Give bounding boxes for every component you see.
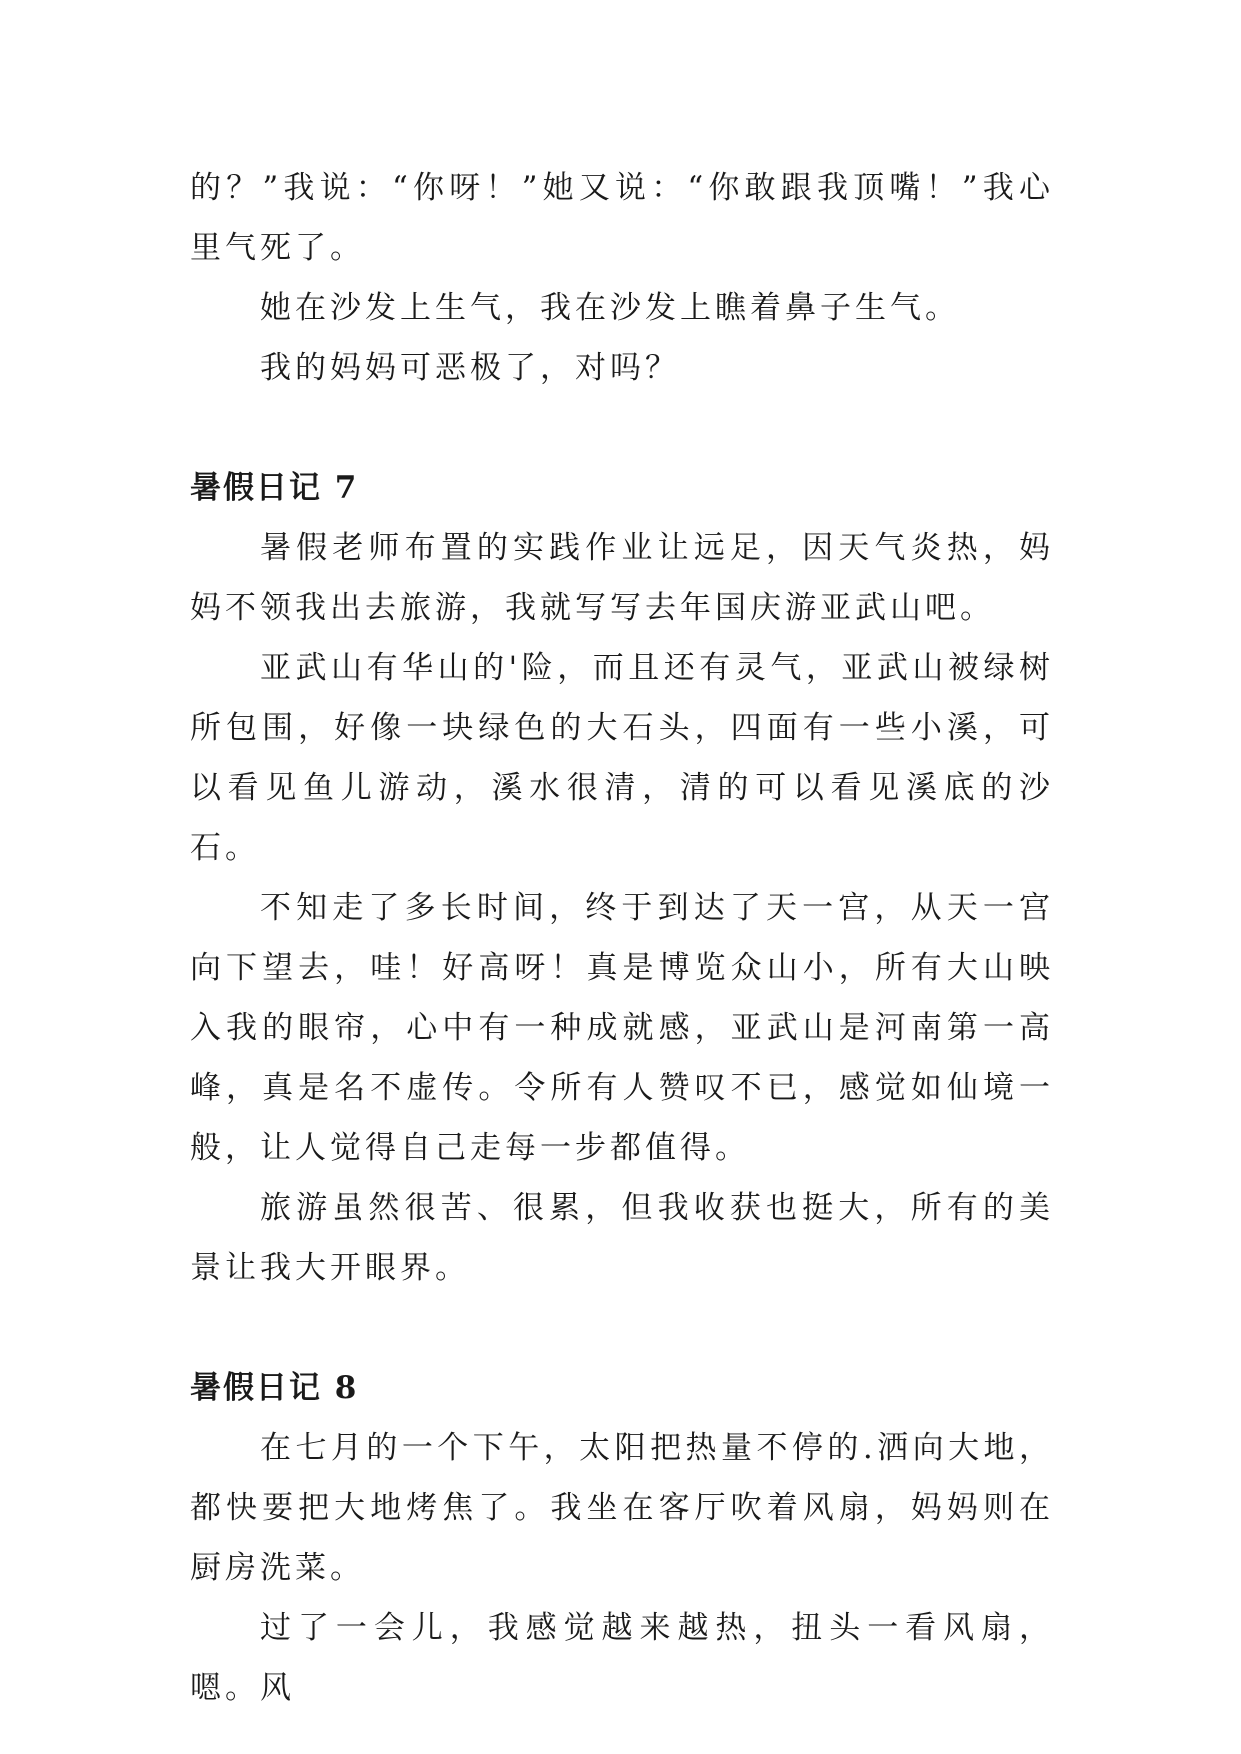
- paragraph: 不知走了多长时间，终于到达了天一宫，从天一宫向下望去，哇！好高呀！真是博览众山小，所有大山映入我的眼帘，心中有一种成就感，亚武山是河南第一高峰，真是名不虚传。令所有人赞叹不已，感觉如仙境一般，让人觉得自己走每一步都值得。: [190, 890, 1054, 1166]
- paragraph: 旅游虽然很苦、很累，但我收获也挺大，所有的美景让我大开眼界。: [190, 1190, 1054, 1286]
- paragraph: 的？”我说：“你呀！”她又说：“你敢跟我顶嘴！”我心里气死了。: [190, 170, 1054, 266]
- paragraph: 在七月的一个下午，太阳把热量不停的.洒向大地，都快要把大地烤焦了。我坐在客厅吹着风扇，妈妈则在厨房洗菜。: [190, 1430, 1054, 1586]
- section-heading: 暑假日记 8: [190, 1370, 359, 1406]
- section-spacer: [190, 398, 1054, 458]
- paragraph: 我的妈妈可恶极了，对吗？: [260, 350, 680, 386]
- paragraph: 她在沙发上生气，我在沙发上瞧着鼻子生气。: [260, 290, 960, 326]
- section-heading: 暑假日记 7: [190, 470, 359, 506]
- paragraph: 过了一会儿，我感觉越来越热，扭头一看风扇，嗯。风: [190, 1610, 1054, 1706]
- section-spacer: [190, 1298, 1054, 1358]
- document-body: [190, 158, 1054, 1718]
- paragraph: 亚武山有华山的'险，而且还有灵气，亚武山被绿树所包围，好像一块绿色的大石头，四面有一些小溪，可以看见鱼儿游动，溪水很清，清的可以看见溪底的沙石。: [190, 650, 1054, 866]
- paragraph: 暑假老师布置的实践作业让远足，因天气炎热，妈妈不领我出去旅游，我就写写去年国庆游亚武山吧。: [190, 530, 1054, 626]
